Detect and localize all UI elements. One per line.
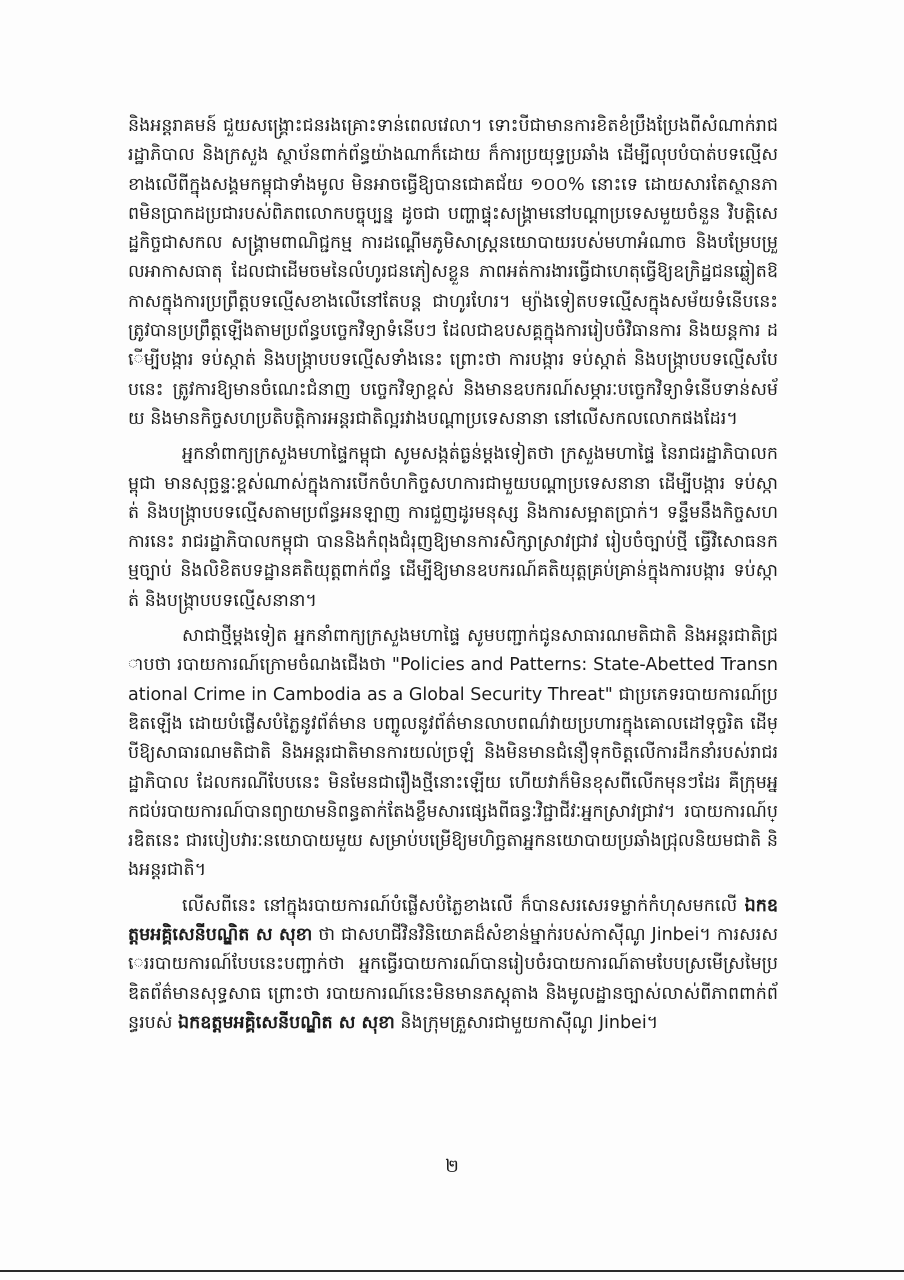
paragraph-3: សាជាថ្មីម្តងទៀត អ្នកនាំពាក្យក្រសួងមហាផ្ទៃ សូមបញ្ជាក់ជូនសាធារណមតិជាតិ និងអន្តរជាតិជ្រាបថា របាយការណ៍ក្រោមចំណងជើងថា "Policies and Patterns: State-Abetted Transnational Crime in Cambodia as a Global Security Threat" ជាប្រភេទរបាយការណ៍ប្រឌិតឡើង ដោយបំផ្លើសបំភ្លៃនូវព័ត៌មាន បញ្ចូលនូវព័ត៌មានលាបពណ៌វាយប្រហារក្នុងគោលដៅទុច្ចរិត ដើម្បីឱ្យសាធារណមតិជាតិ និងអន្តរជាតិមានការយល់ច្រឡំ និងមិនមានជំនឿទុកចិត្តលើការដឹកនាំរបស់រាជរដ្ឋាភិបាល ដែលករណីបែបនេះ មិនមែនជារឿងថ្មីនោះឡើយ ហើយវាក៏មិនខុសពីលើកមុនៗដែរ គឺក្រុមអ្នកជប់របាយការណ៍បានព្យាយាមនិពន្ធតាក់តែងខ្លឹមសារផ្សេងពីធន្ធៈវិជ្ជាជីវៈអ្នកស្រាវជ្រាវ។ របាយការណ៍ប្រឌិតនេះ ជារបៀបវារៈនយោបាយមួយ សម្រាប់បម្រើឱ្យមហិច្ឆតាអ្នកនយោបាយប្រឆាំងជ្រុលនិយមជាតិ និងអន្តរជាតិ។ [128,626,778,881]
bottom-border-line [0,1270,904,1272]
official-name-bold: ឯកឧត្តមអគ្គិសេនីបណ្ឌិត ស សុខា [128,895,778,946]
paragraph-4 [128,892,778,1038]
paragraph-2: អ្នកនាំពាក្យក្រសួងមហាផ្ទៃកម្ពុជា សូមសង្កត់ធ្ងន់ម្តងទៀតថា ក្រសួងមហាផ្ទៃ នៃរាជរដ្ឋាភិបាលកម្ពុជា មានសុច្ឆន្ទៈខ្ពស់ណាស់ក្នុងការបើកចំហកិច្ចសហការជាមួយបណ្តាប្រទេសនានា ដើម្បីបង្ការ ទប់ស្កាត់ និងបង្ក្រាបបទល្មើសតាមប្រព័ន្ធអនឡាញ ការជួញដូរមនុស្ស និងការសម្អាតប្រាក់។ ទន្ទឹមនឹងកិច្ចសហការនេះ រាជរដ្ឋាភិបាលកម្ពុជា បាននិងកំពុងជំរុញឱ្យមានការសិក្សាស្រាវជ្រាវ រៀបចំច្បាប់ថ្មី ធ្វើវិសោធនកម្មច្បាប់ និងលិខិតបទដ្ឋានគតិយុត្តពាក់ព័ន្ធ ដើម្បីឱ្យមានឧបករណ៍គតិយុត្តគ្រប់គ្រាន់ក្នុងការបង្ការ ទប់ស្កាត់ និងបង្ក្រាបបទល្មើសនានា។ [128,444,778,611]
paragraph-1: និងអន្តរាគមន៍ ជួយសង្គ្រោះជនរងគ្រោះទាន់ពេលវេលា។ ទោះបីជាមានការខិតខំប្រឹងប្រែងពីសំណាក់រាជរដ្ឋាភិបាល និងក្រសួង ស្ថាប័នពាក់ព័ន្ធយ៉ាងណាក៏ដោយ ក៏ការប្រយុទ្ធប្រឆាំង ដើម្បីលុបបំបាត់បទល្មើសខាងលើពីក្នុងសង្គមកម្ពុជាទាំងមូល មិនអាចធ្វើឱ្យបានជោគជ័យ ១០០% នោះទេ ដោយសារតែស្ថានភាពមិនប្រាកដប្រជារបស់ពិភពលោកបច្ចុប្បន្ន ដូចជា បញ្ហាផ្ទុះសង្គ្រាមនៅបណ្តាប្រទេសមួយចំនួន វិបត្តិសេដ្ឋកិច្ចជាសកល សង្គ្រាមពាណិជ្ជកម្ម ការដណ្តើមភូមិសាស្ត្រនយោបាយរបស់មហាអំណាច និងបម្រែបម្រួលអាកាសធាតុ ដែលជាដើមចមនៃលំហូរជនភៀសខ្លួន ភាពអត់ការងារធ្វើជាហេតុធ្វើឱ្យឧក្រិដ្ឋជនឆ្លៀតឱកាសក្នុងការប្រព្រឹត្តបទល្មើសខាងលើនៅតែបន្ត ជាហូរហែរ។ ម្យ៉ាងទៀតបទល្មើសក្នុងសម័យទំនើបនេះ ត្រូវបានប្រព្រឹត្តឡើងតាមប្រព័ន្ធបច្ចេកវិទ្យាទំនើបៗ ដែលជាឧបសគ្គក្នុងការរៀបចំវិធានការ និងយន្តការ ដើម្បីបង្ការ ទប់ស្កាត់ និងបង្ក្រាបបទល្មើសទាំងនេះ ព្រោះថា ការបង្ការ ទប់ស្កាត់ និងបង្ក្រាបបទល្មើសបែបនេះ ត្រូវការឱ្យមានចំណេះជំនាញ បច្ចេកវិទ្យាខ្ពស់ និងមានឧបករណ៍សម្ភារៈបច្ចេកវិទ្យាទំនើបទាន់សម័យ និងមានកិច្ចសហប្រតិបត្តិការអន្តរជាតិល្អរវាងបណ្តាប្រទេសនានា នៅលើសកលលោកផងដែរ។ [128,116,778,429]
paragraph-4-text-after: និងក្រុមគ្រួសារជាមួយកាស៊ីណូ Jinbei។ [394,1012,659,1033]
paragraph-4-text-before: លើសពីនេះ នៅក្នុងរបាយការណ៍បំផ្លើសបំភ្លៃខាងលើ ក៏បានសរសេរទម្លាក់កំហុសមកលើ [182,895,745,916]
official-name-bold-2: ឯកឧត្តមអគ្គិសេនីបណ្ឌិត ស សុខា [178,1012,395,1033]
page-number: ២ [445,1156,459,1177]
paragraph-4-text-middle: ថា ជាសហជីវិនវិនិយោគដ៏សំខាន់ម្នាក់របស់កាស៊ីណូ Jinbei។ ការសរសេររបាយការណ៍បែបនេះបញ្ជាក់ថា អ្នកធ្វើរបាយការណ៍បានរៀបចំរបាយការណ៍តាមបែបស្រមើស្រមៃប្រឌិតព័ត៌មានសុទ្ធសាធ ព្រោះថា របាយការណ៍នេះមិនមានភស្តុតាង និងមូលដ្ឋានច្បាស់លាស់ពីភាពពាក់ព័ន្ធរបស់ [128,925,779,1033]
document-body [128,112,778,1044]
